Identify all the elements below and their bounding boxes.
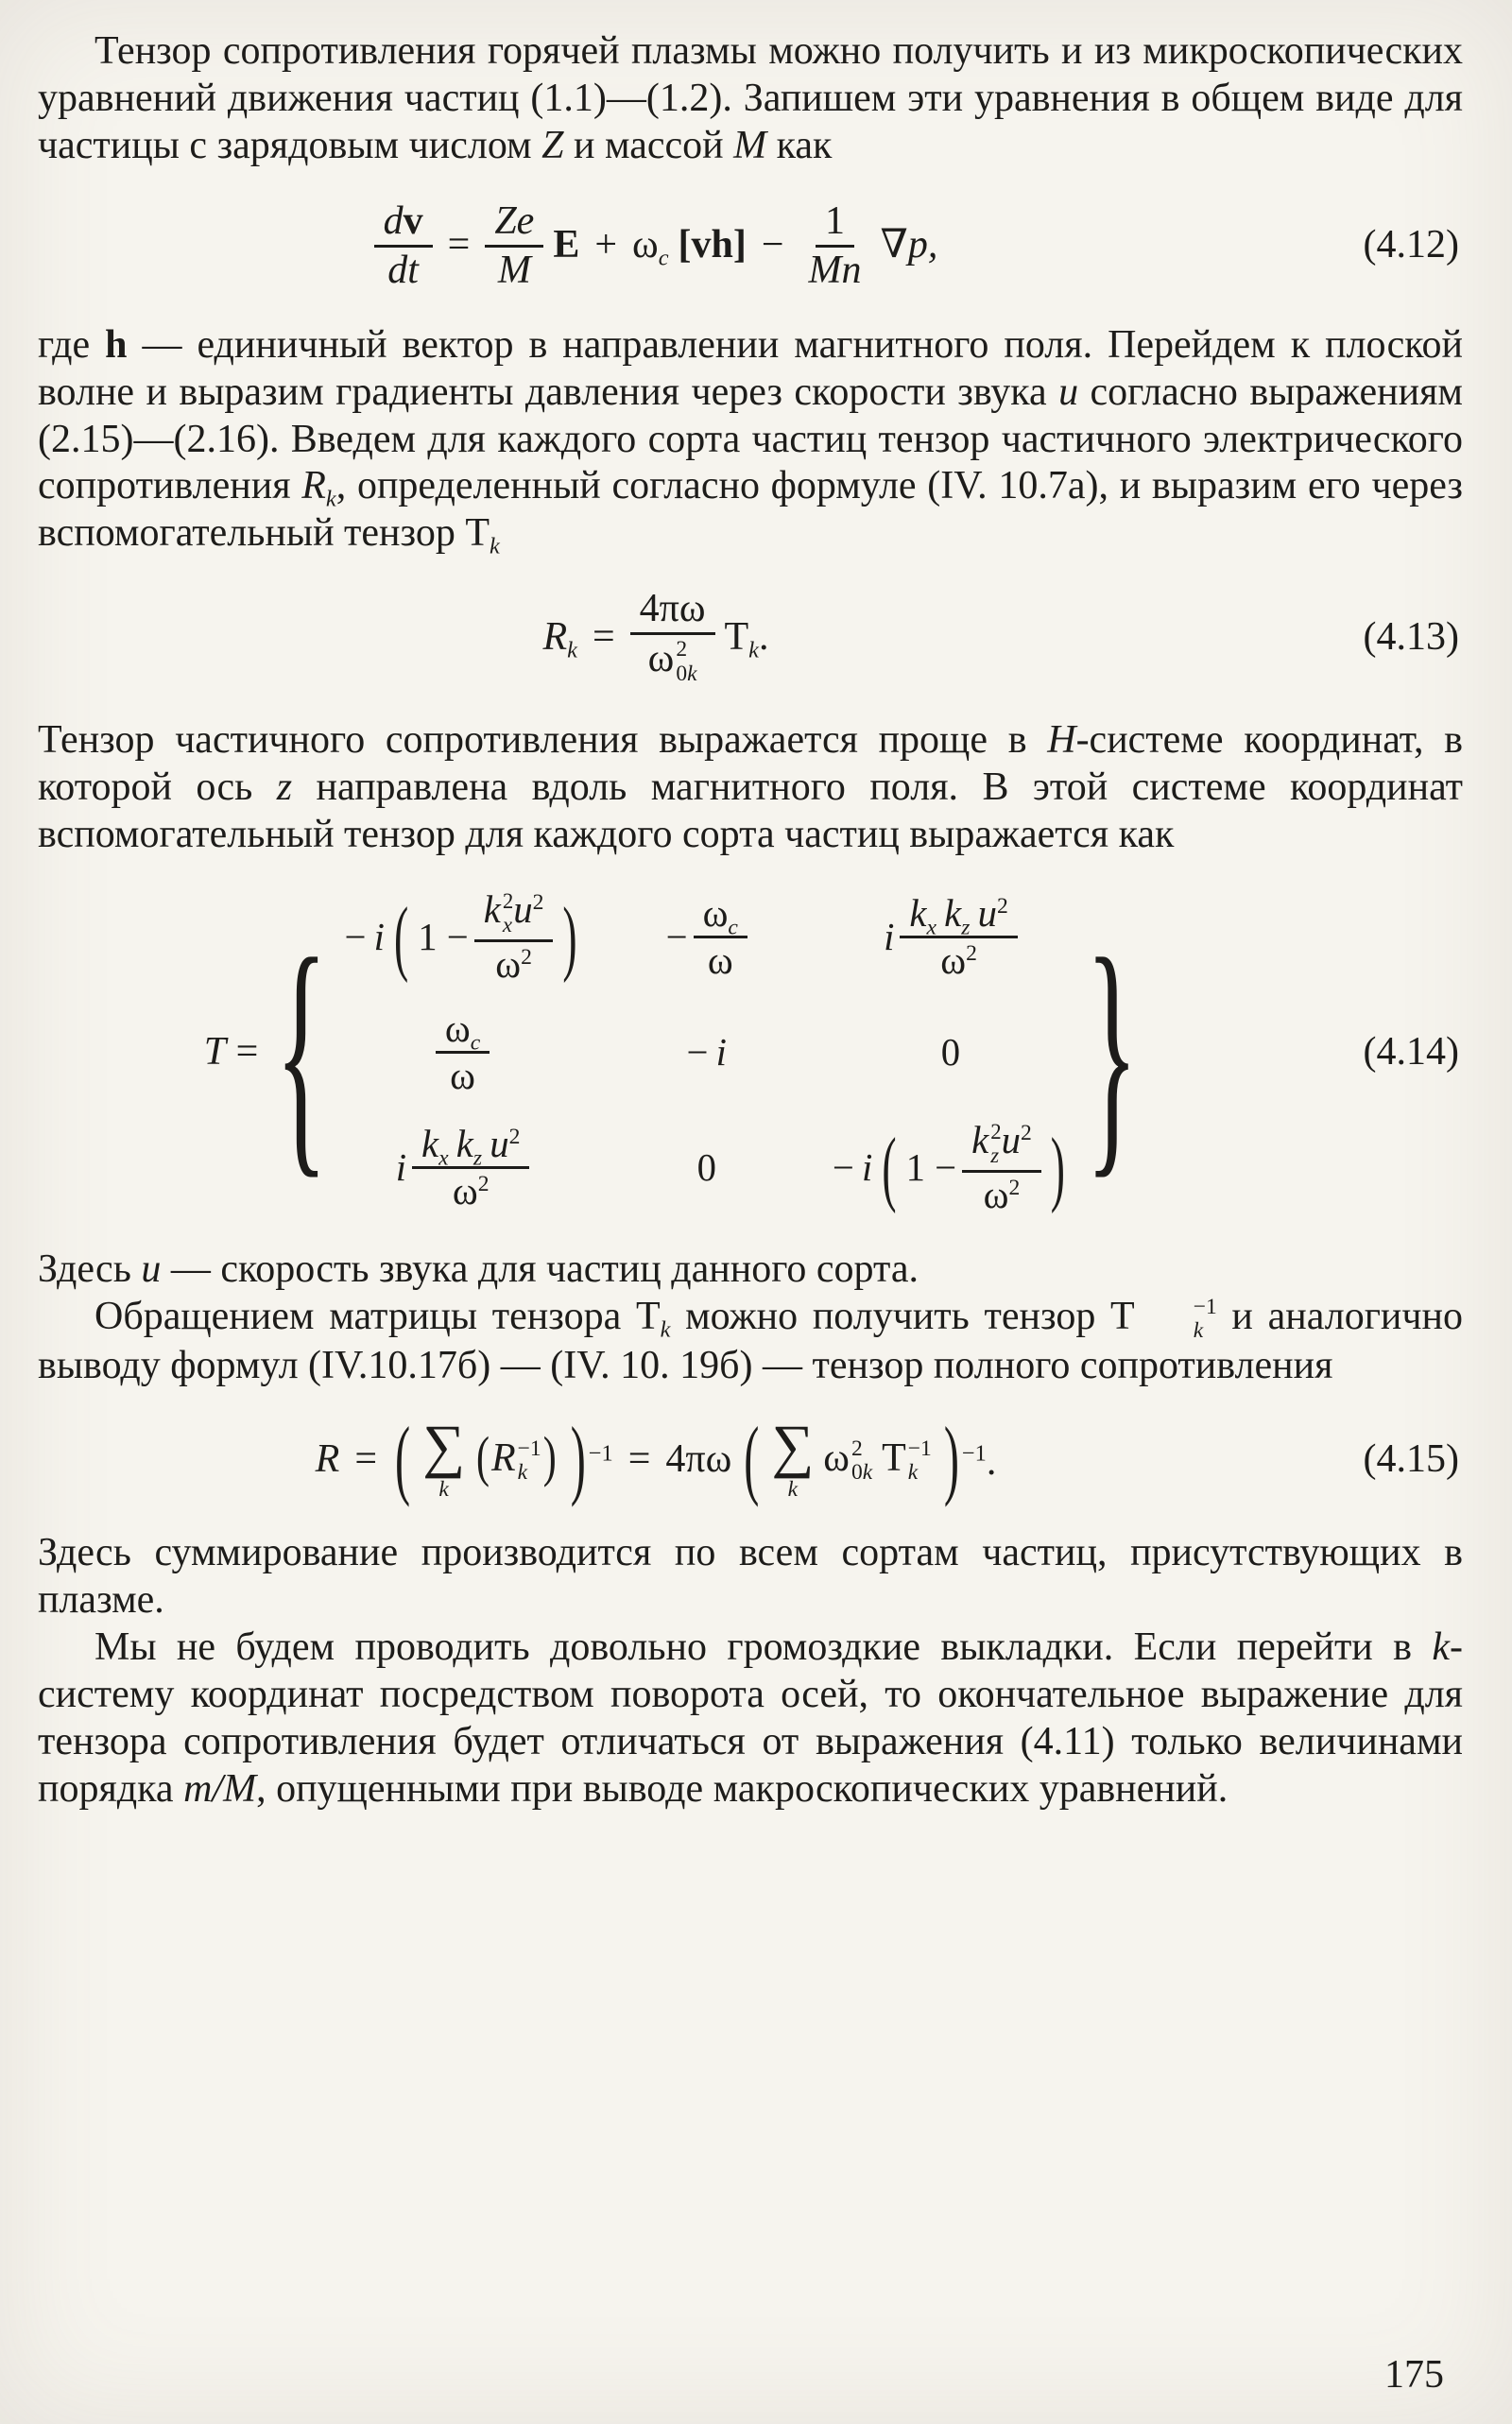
text-run: где (38, 322, 106, 367)
text-run: — единичный вектор в направлении магнитного поля. Перейдем к плоской волне и выразим градиенты давления через скорости звука (38, 322, 1463, 414)
equals-sign: = (592, 614, 615, 659)
denominator (378, 248, 428, 294)
left-curly-brace: { (275, 905, 328, 1200)
big-paren-open: ( (395, 1410, 411, 1509)
tensor-Tk-inverse: T −1 k (1110, 1294, 1217, 1343)
tensor-Tk: $T_k$ (635, 1294, 671, 1343)
paragraph-1 (38, 28, 1463, 170)
equation-4-14 (38, 887, 1463, 1218)
tensor-R: R (315, 1437, 340, 1482)
text-run: можно получить тензор (670, 1294, 1111, 1338)
text-run: -систему координат посредством поворота осей, то окончательное выражение для тензора сопротивления будет отличаться от выражения (4.11) только величинами порядка (38, 1625, 1463, 1811)
numerator: 1 (816, 198, 854, 248)
paragraph-2 (38, 322, 1463, 559)
fraction-dv-dt (374, 198, 433, 294)
matrix-cell-r1c3: i $\frac{k_x k_z u^2}{\omega^2}$ (884, 891, 1018, 984)
math-var-z: z (276, 765, 293, 809)
text-run: направлена вдоль магнитного поля. В этой системе координат вспомогательный тензор для каждого сорта частиц выражается как (38, 765, 1464, 856)
math-var-M: M (733, 123, 767, 167)
math-var-u: u (141, 1246, 162, 1291)
fraction: $\frac{k_x k_z u^2}{\omega^2}$ (900, 891, 1017, 984)
equals-sign: = (354, 1437, 377, 1482)
vector-product-vh: [vh] (678, 223, 747, 267)
sup-sub-stack: 2 0k (676, 637, 697, 686)
text-run: и аналогично выводу формул (IV.10.17б) — (IV. 10. 19б) — тензор полного сопротивления (38, 1294, 1463, 1388)
tensor-Rk: $R_k$ (301, 464, 336, 512)
equals-sign: = (447, 223, 471, 267)
numerator (485, 198, 543, 248)
text-run: как (766, 123, 833, 167)
numerator: 4πω (630, 586, 715, 635)
big-paren-close: ) (1050, 1119, 1065, 1214)
equation-4-13 (38, 586, 1463, 689)
big-paren-open: ( (394, 888, 409, 984)
tensor-matrix (345, 887, 1069, 1218)
math-var: M (497, 248, 531, 292)
paragraph-3 (38, 717, 1463, 859)
text-run: , определенный согласно формуле (IV. 10.7а), и выразим его через вспомогательный тензор (38, 464, 1463, 556)
math-var: dt (387, 248, 419, 292)
tensor-Tk: $T_k$ (465, 511, 500, 559)
matrix-cell-r3c2: 0 (696, 1145, 716, 1189)
text-run: Обращением матрицы тензора (94, 1294, 636, 1338)
big-paren-open: ( (744, 1410, 760, 1509)
equation-number: (4.12) (1363, 223, 1459, 267)
text-run: Мы не будем проводить довольно громоздкие выкладки. Если перейти в (94, 1625, 1433, 1669)
paragraph-7 (38, 1625, 1463, 1814)
omega-c-term (632, 222, 668, 269)
vector-E: E (553, 223, 580, 267)
equals-sign: = (627, 1437, 651, 1482)
paragraph-5 (38, 1294, 1463, 1391)
numerator (374, 198, 433, 248)
equation-body (315, 1410, 997, 1509)
fraction-1-Mn (799, 198, 871, 294)
Tk-inverse: T −1 k (882, 1435, 932, 1486)
math-var-Z: Z (541, 123, 564, 167)
matrix-cell-r2c1 (436, 1006, 490, 1099)
vector-v: v (403, 198, 423, 243)
gradient-term (881, 222, 938, 269)
math-var: Ze (494, 198, 535, 243)
equation-body (374, 198, 938, 294)
big-paren-close: ) (562, 888, 577, 984)
equation-number: (4.15) (1363, 1437, 1459, 1482)
vector-h: h (105, 322, 128, 367)
fraction-Ze-M (485, 198, 543, 294)
matrix-cell-r2c3: 0 (940, 1030, 961, 1074)
equation-number: (4.14) (1363, 1029, 1459, 1074)
text-run: Тензор сопротивления горячей плазмы можно получить и из микроскопических уравнений движения частиц (1.1)—(1.2). Запишем эти уравнения в общем виде для частицы с зарядовым числом (38, 29, 1463, 167)
fraction: $\frac{\omega_c}{\omega}$ (694, 891, 747, 984)
denominator (489, 248, 541, 294)
math-var: ω (632, 223, 659, 267)
text-run: , опущенными при выводе макроскопических уравнений. (256, 1766, 1228, 1811)
plus-sign: + (594, 223, 618, 267)
math-ratio-mM: m/M (183, 1766, 257, 1811)
denominator: ω 2 0k (647, 637, 697, 686)
math-var: d (383, 198, 404, 243)
Rk-inverse-term: (R −1 k ) (476, 1427, 557, 1488)
math-var-H: H (1047, 718, 1076, 763)
text-run: Тензор частичного сопротивления выражается проще в (38, 718, 1048, 763)
matrix-cell-r3c1: i $\frac{k_x k_z u^2}{\omega^2}$ (396, 1122, 530, 1214)
matrix-lhs: T = (203, 1029, 259, 1074)
close-paren-inverse: ) $^{-1}$. (943, 1410, 997, 1509)
fraction-4piomega (630, 586, 715, 689)
denominator: Mn (808, 248, 862, 292)
fraction: k 2 z $u^2$ $\omega^2$ (962, 1118, 1041, 1218)
matrix-cell-r1c2: − $\frac{\omega_c}{\omega}$ (666, 891, 747, 984)
close-paren-inverse: ) $^{-1}$ (570, 1410, 613, 1509)
equation-number: (4.13) (1363, 614, 1459, 659)
minus-sign: − (761, 223, 784, 267)
paragraph-4 (38, 1246, 1463, 1294)
equation-4-12 (38, 198, 1463, 294)
subscript: c (658, 245, 669, 271)
matrix-cell-r1c1: − i ( 1 − k 2 x $u^2$ $\omega^2$ ) (344, 887, 577, 987)
summation-over-k: ∑ k (771, 1413, 815, 1503)
equation-4-15 (38, 1410, 1463, 1509)
matrix-cell-r3c3: − i ( 1 − k 2 z $u^2$ $\omega^2$ ) (832, 1118, 1065, 1217)
math-var-u: u (1058, 370, 1079, 414)
paragraph-6 (38, 1530, 1463, 1625)
text-run: -системе координат, в которой ось (38, 718, 1463, 809)
page-number: 175 (1384, 2353, 1444, 2398)
fraction: $\frac{k_x k_z u^2}{\omega^2}$ (412, 1122, 529, 1214)
math-var-k: k (1432, 1625, 1450, 1669)
text-run: Здесь суммирование производится по всем сортам частиц, присутствующих в плазме. (38, 1530, 1463, 1622)
tensor-Tk: $T_k$. (724, 614, 769, 663)
equation-body (543, 586, 769, 689)
tensor-Rk: $R_k$ (542, 614, 577, 663)
big-paren-open: ( (882, 1119, 897, 1214)
fraction: $\frac{\omega_c}{\omega}$ (436, 1006, 490, 1099)
text-run: — скорость звука для частиц данного сорта. (161, 1246, 919, 1291)
text-run: и массой (563, 123, 734, 167)
right-curly-brace: } (1086, 905, 1139, 1200)
fraction: k 2 x $u^2$ $\omega^2$ (474, 887, 554, 988)
matrix-cell-r2c2: − i (686, 1030, 727, 1074)
math-var: p, (907, 223, 938, 267)
text-run: Здесь (38, 1246, 142, 1291)
coefficient-4piomega: 4πω (665, 1437, 732, 1482)
summation-over-k: ∑ k (422, 1413, 466, 1503)
omega0k-squared: ω 2 0k (823, 1435, 873, 1486)
text-run: согласно выражениям (2.15)—(2.16). Введем для каждого сорта частиц тензор частичного электрического сопротивления (38, 370, 1463, 508)
nabla-symbol: ∇ (880, 223, 908, 267)
